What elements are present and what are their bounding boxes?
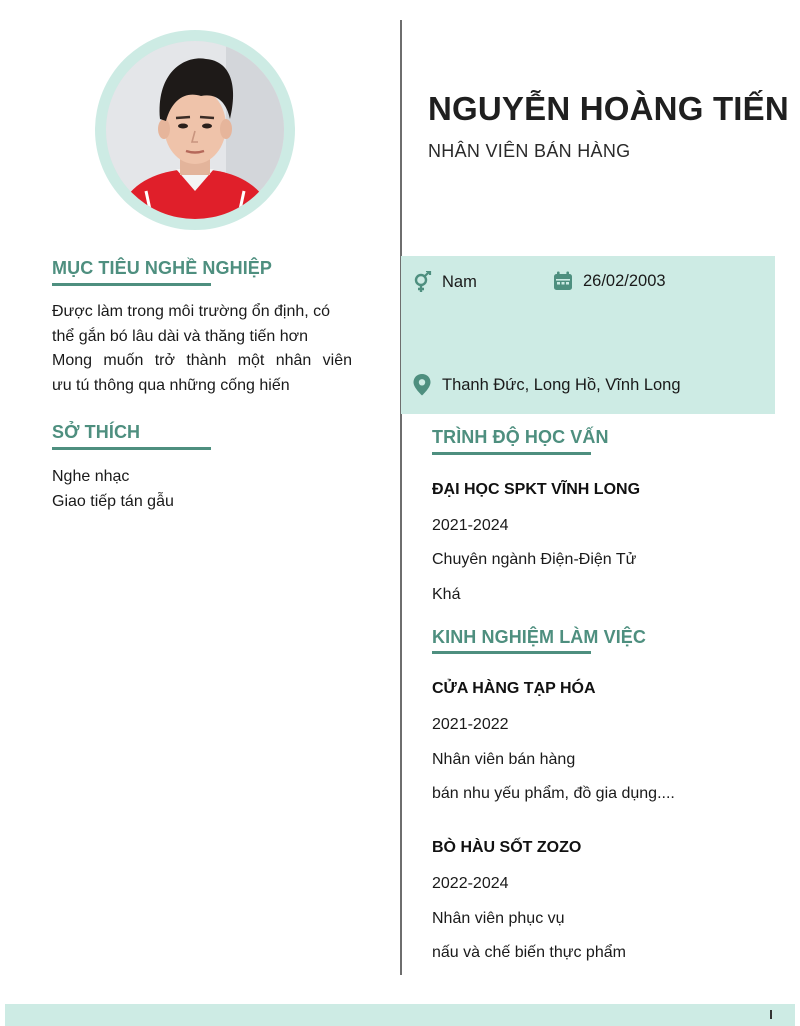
experience-underline — [432, 651, 591, 654]
objective-title: MỤC TIÊU NGHỀ NGHIỆP — [52, 258, 273, 278]
job-role: Nhân viên phục vụ — [432, 910, 565, 927]
experience-title: KINH NGHIỆM LÀM VIỆC — [432, 627, 647, 647]
education-years: 2021-2024 — [432, 517, 509, 534]
objective-text — [52, 300, 352, 398]
address-value: Thanh Đức, Long Hồ, Vĩnh Long — [442, 375, 681, 394]
job-years: 2021-2022 — [432, 716, 509, 733]
job-company: CỬA HÀNG TẠP HÓA — [432, 680, 596, 697]
objective-line: Mong muốn trở thành một nhân viên — [52, 352, 352, 369]
education-underline — [432, 452, 591, 455]
hobby-item: Nghe nhạc — [52, 468, 130, 485]
gender-icon — [412, 271, 434, 293]
job-description: bán nhu yếu phẩm, đồ gia dụng.... — [432, 785, 675, 802]
calendar-icon — [553, 271, 573, 291]
hobbies-title: SỞ THÍCH — [52, 422, 141, 442]
objective-line: thể gắn bó lâu dài và thăng tiến hơn — [52, 327, 309, 345]
job-description: nấu và chế biến thực phẩm — [432, 944, 626, 961]
profile-photo — [106, 41, 284, 219]
job-title: NHÂN VIÊN BÁN HÀNG — [428, 141, 631, 161]
hobby-item: Giao tiếp tán gẫu — [52, 492, 174, 510]
location-pin-icon — [413, 374, 431, 396]
objective-underline — [52, 283, 211, 286]
column-divider — [400, 20, 402, 975]
birthday-value: 26/02/2003 — [583, 271, 666, 290]
address-row — [413, 374, 681, 396]
education-grade: Khá — [432, 586, 461, 603]
job-years: 2022-2024 — [432, 875, 509, 892]
birthday-row — [553, 271, 666, 291]
footer-bar — [5, 1004, 795, 1026]
objective-line: Được làm trong môi trường ổn định, có — [52, 303, 331, 320]
job-role: Nhân viên bán hàng — [432, 751, 576, 768]
full-name: NGUYỄN HOÀNG TIẾN — [428, 90, 789, 127]
objective-line: ưu tú thông qua những cống hiến — [52, 376, 290, 394]
gender-row — [412, 271, 477, 293]
job-company: BÒ HÀU SỐT ZOZO — [432, 839, 582, 856]
footer-mark — [770, 1010, 772, 1019]
gender-value: Nam — [442, 272, 477, 291]
hobbies-underline — [52, 447, 211, 450]
education-title: TRÌNH ĐỘ HỌC VẤN — [432, 427, 609, 447]
education-major: Chuyên ngành Điện-Điện Tử — [432, 551, 637, 568]
school-name: ĐẠI HỌC SPKT VĨNH LONG — [432, 481, 641, 498]
hobbies-list — [52, 465, 174, 514]
avatar — [106, 41, 284, 219]
